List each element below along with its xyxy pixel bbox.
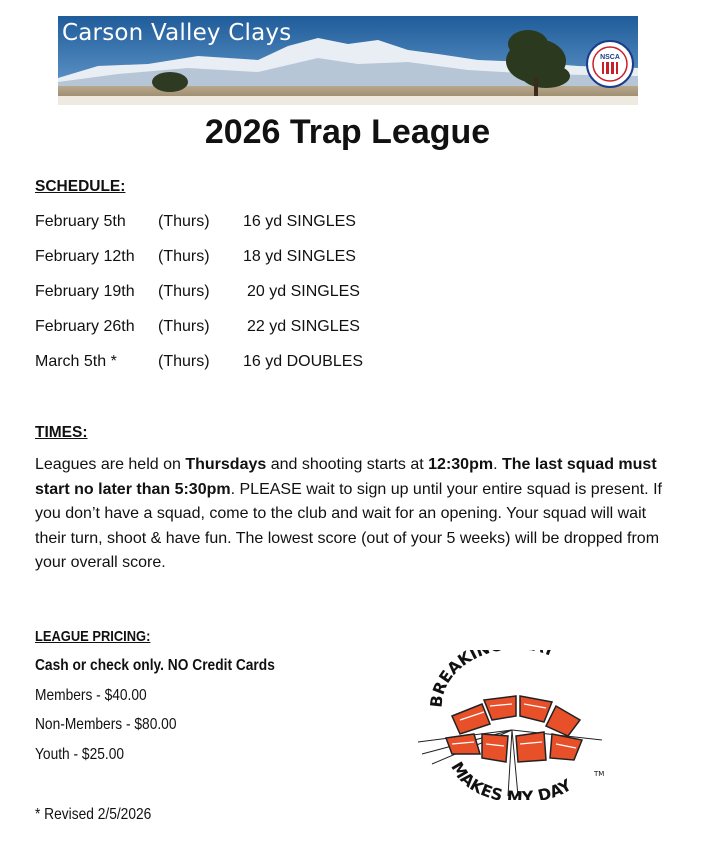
banner-title: Carson Valley Clays [62, 20, 292, 46]
logo-bottom-text: MAKES MY DAY [447, 758, 575, 800]
schedule-date: March 5th * [35, 353, 117, 370]
schedule-day: (Thurs) [158, 248, 210, 265]
logo-top-text: BREAKI [426, 650, 481, 709]
schedule-event: 16 yd DOUBLES [243, 353, 364, 370]
schedule-event: 16 yd SINGLES [243, 213, 356, 230]
nsca-badge-icon [586, 40, 634, 88]
non-members-price: Non-Members - $80.00 [35, 716, 177, 733]
schedule-event: 22 yd SINGLES [247, 318, 360, 335]
schedule-date: February 19th [35, 283, 135, 300]
members-price: Members - $40.00 [35, 687, 147, 704]
schedule-day: (Thurs) [158, 213, 210, 230]
breaking-clay-logo [412, 650, 612, 800]
schedule-day: (Thurs) [158, 283, 210, 300]
youth-price: Youth - $25.00 [35, 746, 125, 763]
banner-image [58, 16, 638, 105]
schedule-event: 18 yd SINGLES [243, 248, 356, 265]
times-text: . PLEASE wait to sign up until your entire squad is present. If you don’t have a squad, come to the club and wait for an opening. Your squad will wait their turn, shoot & have fun. The lowest score (out of your 5 weeks) will be dropped from your overall score. [35, 480, 662, 571]
times-bold-text: The last squad must start no later than 5:30pm [35, 456, 657, 498]
times-paragraph [35, 453, 675, 576]
revised-note: * Revised 2/5/2026 [35, 806, 152, 823]
schedule-event: 20 yd SINGLES [247, 283, 360, 300]
schedule-date: February 5th [35, 213, 126, 230]
pricing-heading: LEAGUE PRICING: [35, 628, 151, 645]
page-title: 2026 Trap League [204, 113, 491, 151]
times-text: . [493, 456, 502, 473]
times-text: Leagues are held on [35, 456, 186, 473]
times-bold-text: 12:30pm [428, 456, 494, 473]
times-text: and shooting starts at [266, 456, 429, 473]
schedule-date: February 12th [35, 248, 135, 265]
schedule-day: (Thurs) [158, 318, 210, 335]
times-heading: TIMES: [35, 424, 88, 441]
schedule-day: (Thurs) [158, 353, 210, 370]
badge-label: NSCA [600, 54, 620, 61]
schedule-heading: SCHEDULE: [35, 178, 126, 195]
trademark-label: TM [594, 770, 605, 778]
schedule-date: February 26th [35, 318, 135, 335]
times-bold-text: Thursdays [185, 456, 267, 473]
payment-note: Cash or check only. NO Credit Cards [35, 657, 275, 674]
